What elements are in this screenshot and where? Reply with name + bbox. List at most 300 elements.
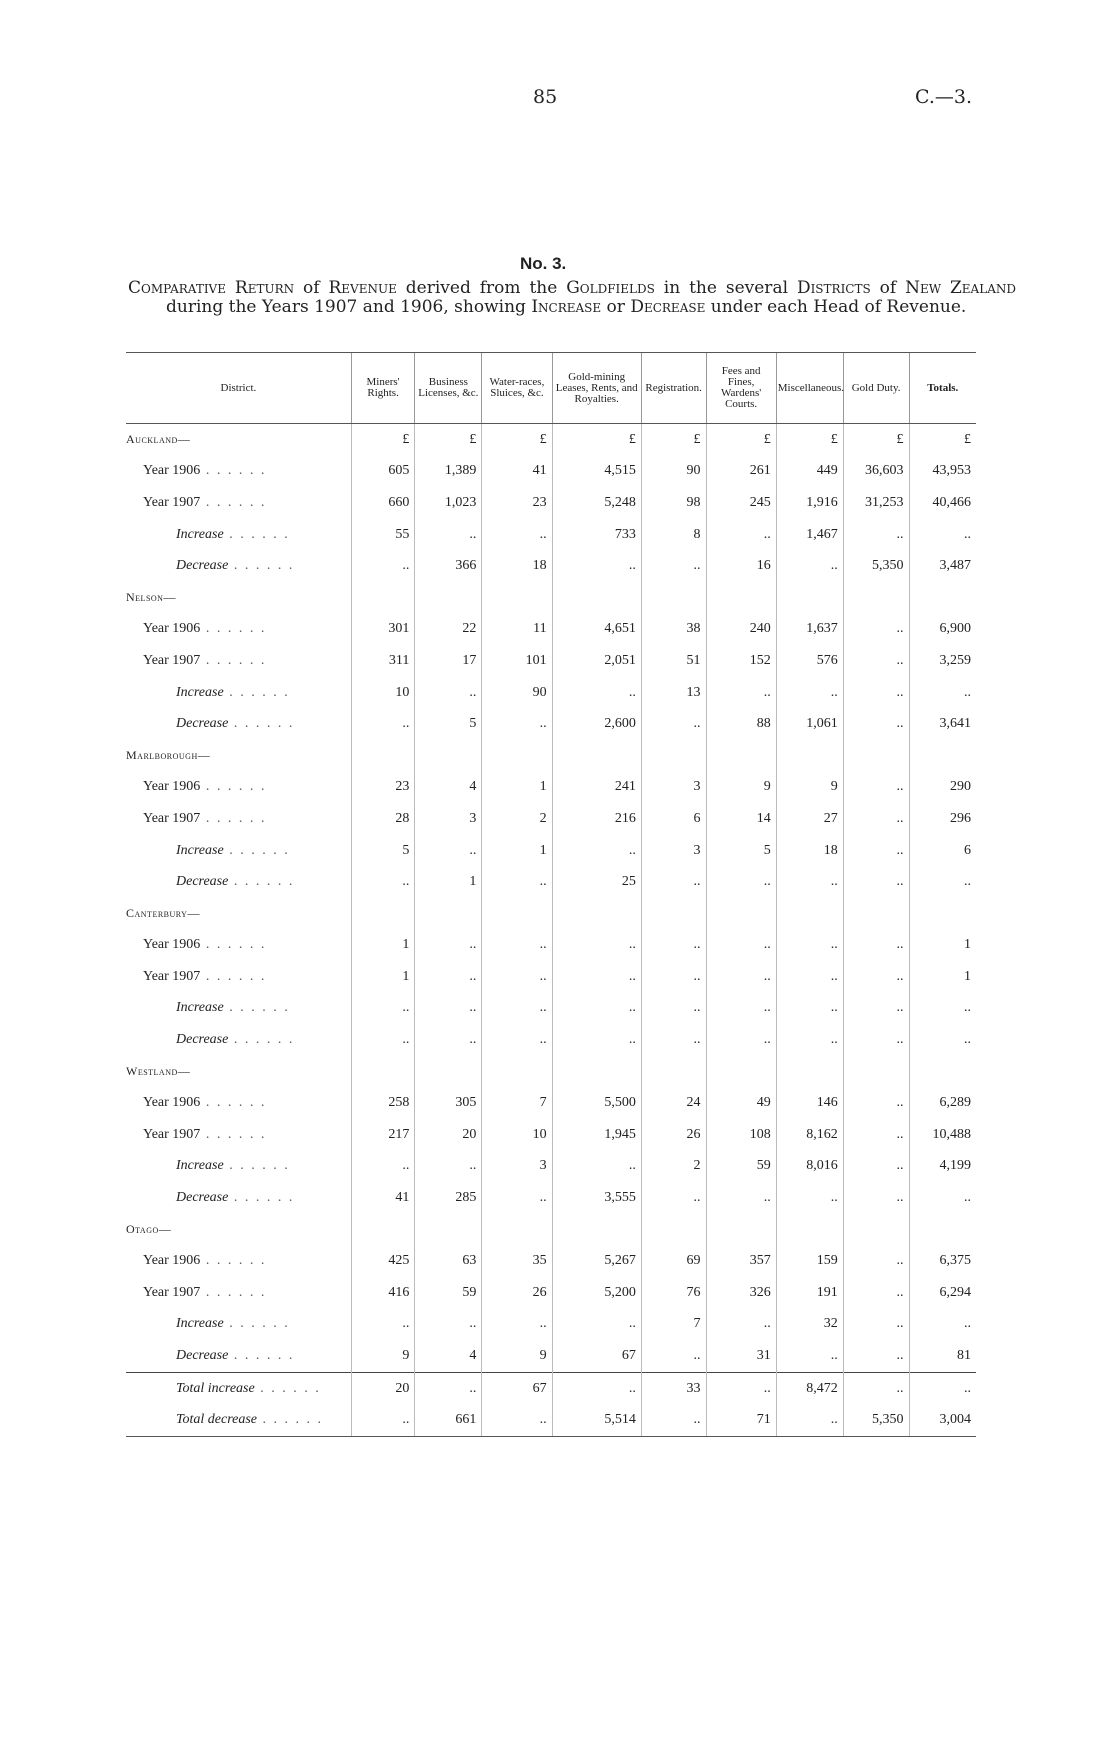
value-cell: .. [482, 866, 552, 898]
title-segment: of [870, 278, 906, 298]
value-cell: .. [776, 866, 843, 898]
value-cell: .. [641, 1340, 706, 1372]
value-cell: .. [843, 614, 909, 646]
value-cell: 90 [641, 456, 706, 488]
value-cell [351, 898, 415, 930]
value-cell [776, 1056, 843, 1088]
value-cell: .. [843, 1024, 909, 1056]
value-cell: 217 [351, 1119, 415, 1151]
value-cell: 1,945 [552, 1119, 641, 1151]
value-cell: 290 [909, 772, 976, 804]
value-cell [552, 582, 641, 614]
value-cell: .. [843, 1245, 909, 1277]
value-cell: .. [843, 519, 909, 551]
value-cell [776, 898, 843, 930]
leader-dots: . . . . . . [200, 1253, 267, 1269]
table-row [126, 550, 976, 582]
value-cell: .. [706, 519, 776, 551]
table-row [126, 1340, 976, 1372]
value-cell: £ [415, 424, 482, 456]
table-row [126, 1245, 976, 1277]
value-cell: .. [641, 866, 706, 898]
row-label-cell [126, 803, 351, 835]
value-cell [909, 582, 976, 614]
row-label: Year 1906 [143, 463, 201, 479]
column-header-totals: Totals. [909, 353, 976, 424]
value-cell [706, 1214, 776, 1246]
value-cell: .. [351, 993, 415, 1025]
value-cell [641, 582, 706, 614]
value-cell: 49 [706, 1087, 776, 1119]
value-cell: .. [706, 993, 776, 1025]
value-cell: 10 [482, 1119, 552, 1151]
leader-dots: . . . . . . [228, 1190, 295, 1206]
value-cell: 59 [706, 1151, 776, 1183]
row-label: Total increase [176, 1380, 255, 1396]
value-cell: .. [415, 677, 482, 709]
value-cell: 5,350 [843, 550, 909, 582]
value-cell: .. [843, 993, 909, 1025]
value-cell: 1,389 [415, 456, 482, 488]
value-cell: .. [843, 803, 909, 835]
value-cell: 5,248 [552, 487, 641, 519]
value-cell: 5,514 [552, 1404, 641, 1436]
value-cell [843, 740, 909, 772]
value-cell: 90 [482, 677, 552, 709]
value-cell: 8,016 [776, 1151, 843, 1183]
value-cell: .. [552, 993, 641, 1025]
value-cell: .. [351, 866, 415, 898]
row-label: Increase [176, 842, 224, 858]
value-cell: .. [909, 1024, 976, 1056]
value-cell: .. [552, 835, 641, 867]
leader-dots: . . . . . . [200, 621, 267, 637]
value-cell [843, 1214, 909, 1246]
table-row [126, 772, 976, 804]
row-label: Increase [176, 684, 224, 700]
table-row [126, 993, 976, 1025]
value-cell [706, 1056, 776, 1088]
value-cell: 425 [351, 1245, 415, 1277]
value-cell: 261 [706, 456, 776, 488]
value-cell: 51 [641, 645, 706, 677]
value-cell: £ [482, 424, 552, 456]
value-cell: .. [552, 961, 641, 993]
value-cell: 5 [706, 835, 776, 867]
row-label: Year 1907 [143, 1284, 201, 1300]
value-cell: 9 [351, 1340, 415, 1372]
value-cell: .. [843, 1087, 909, 1119]
column-header-district: District. [126, 353, 351, 424]
title-segment: in the several [654, 278, 797, 298]
row-label: Decrease [176, 716, 229, 732]
leader-dots: . . . . . . [228, 1032, 295, 1048]
table-row [126, 1214, 976, 1246]
row-label-cell [126, 898, 351, 930]
table-row [126, 677, 976, 709]
row-label-cell [126, 1340, 351, 1372]
leader-dots: . . . . . . [200, 779, 267, 795]
table-row [126, 1309, 976, 1341]
leader-dots: . . . . . . [257, 1412, 324, 1428]
value-cell: .. [843, 1340, 909, 1372]
column-header-miners-rights: Miners' Rights. [351, 353, 415, 424]
value-cell [641, 1056, 706, 1088]
value-cell [482, 898, 552, 930]
value-cell: 76 [641, 1277, 706, 1309]
value-cell: 3,555 [552, 1182, 641, 1214]
table-row [126, 1056, 976, 1088]
value-cell: 8,472 [776, 1372, 843, 1404]
value-cell: .. [776, 1182, 843, 1214]
value-cell: 449 [776, 456, 843, 488]
row-label: Year 1906 [143, 1253, 201, 1269]
value-cell: .. [909, 866, 976, 898]
value-cell: .. [641, 1404, 706, 1436]
value-cell: .. [843, 866, 909, 898]
title-segment: or [601, 297, 631, 317]
row-label-cell [126, 1404, 351, 1436]
leader-dots: . . . . . . [254, 1380, 321, 1396]
title-segment: Decrease [630, 297, 706, 317]
page-number: 85 [533, 86, 558, 108]
value-cell [909, 898, 976, 930]
table-row [126, 898, 976, 930]
value-cell: £ [706, 424, 776, 456]
row-label-cell [126, 1024, 351, 1056]
revenue-table [126, 352, 976, 1437]
row-label-cell [126, 1245, 351, 1277]
value-cell [351, 740, 415, 772]
value-cell [351, 1214, 415, 1246]
value-cell: .. [415, 961, 482, 993]
value-cell: .. [776, 550, 843, 582]
table-header-row [126, 353, 976, 424]
value-cell: 41 [351, 1182, 415, 1214]
value-cell: 5,267 [552, 1245, 641, 1277]
value-cell: .. [843, 645, 909, 677]
document-number: No. 3. [520, 254, 567, 273]
value-cell [776, 1214, 843, 1246]
value-cell: 55 [351, 519, 415, 551]
value-cell: 36,603 [843, 456, 909, 488]
value-cell: .. [641, 930, 706, 962]
value-cell: 216 [552, 803, 641, 835]
value-cell: .. [415, 930, 482, 962]
column-header-gold-duty: Gold Duty. [843, 353, 909, 424]
value-cell [482, 1056, 552, 1088]
value-cell: 67 [482, 1372, 552, 1404]
value-cell: 1,467 [776, 519, 843, 551]
value-cell: 6,294 [909, 1277, 976, 1309]
value-cell [415, 898, 482, 930]
value-cell: .. [641, 961, 706, 993]
value-cell: .. [351, 550, 415, 582]
column-header-miscellaneous: Miscellaneous. [776, 353, 843, 424]
row-label: Decrease [176, 1348, 229, 1364]
title-segment: Comparative Return [128, 278, 295, 298]
table-row [126, 930, 976, 962]
row-label: Year 1906 [143, 621, 201, 637]
value-cell: 24 [641, 1087, 706, 1119]
table-row [126, 582, 976, 614]
value-cell: .. [776, 1340, 843, 1372]
title-segment: during the Years 1907 and 1906, showing [166, 297, 532, 317]
value-cell: 2 [641, 1151, 706, 1183]
row-label-cell [126, 772, 351, 804]
value-cell: 38 [641, 614, 706, 646]
value-cell: .. [351, 1151, 415, 1183]
value-cell: .. [482, 1024, 552, 1056]
value-cell [552, 1214, 641, 1246]
value-cell: 43,953 [909, 456, 976, 488]
value-cell: .. [843, 961, 909, 993]
row-label: Nelson— [126, 589, 176, 604]
value-cell [482, 582, 552, 614]
value-cell: 296 [909, 803, 976, 835]
row-label-cell [126, 835, 351, 867]
table-row [126, 487, 976, 519]
value-cell: 101 [482, 645, 552, 677]
value-cell: 301 [351, 614, 415, 646]
row-label: Increase [176, 1316, 224, 1332]
table-row [126, 424, 976, 456]
value-cell: 35 [482, 1245, 552, 1277]
value-cell: £ [641, 424, 706, 456]
row-label: Year 1907 [143, 968, 201, 984]
table-row [126, 961, 976, 993]
leader-dots: . . . . . . [223, 842, 290, 858]
value-cell: .. [843, 677, 909, 709]
column-header-business-licenses: Business Licenses, &c. [415, 353, 482, 424]
leader-dots: . . . . . . [200, 1095, 267, 1111]
row-label-cell [126, 993, 351, 1025]
value-cell [351, 582, 415, 614]
row-label: Year 1906 [143, 779, 201, 795]
value-cell: 71 [706, 1404, 776, 1436]
row-label-cell [126, 1087, 351, 1119]
table-row [126, 1277, 976, 1309]
value-cell: .. [706, 930, 776, 962]
value-cell: .. [482, 930, 552, 962]
row-label-cell [126, 961, 351, 993]
value-cell: 5,200 [552, 1277, 641, 1309]
value-cell: 258 [351, 1087, 415, 1119]
value-cell [909, 1056, 976, 1088]
value-cell: 3 [415, 803, 482, 835]
value-cell: 3 [641, 772, 706, 804]
value-cell: 88 [706, 708, 776, 740]
row-label: Westland— [126, 1063, 191, 1078]
value-cell: 146 [776, 1087, 843, 1119]
leader-dots: . . . . . . [228, 716, 295, 732]
row-label-cell [126, 1372, 351, 1404]
table-row [126, 835, 976, 867]
value-cell [415, 1214, 482, 1246]
row-label-cell [126, 866, 351, 898]
value-cell: .. [776, 930, 843, 962]
value-cell: 8 [641, 519, 706, 551]
row-label: Otago— [126, 1221, 172, 1236]
value-cell: 159 [776, 1245, 843, 1277]
table-row [126, 1182, 976, 1214]
value-cell: .. [415, 1151, 482, 1183]
value-cell: .. [351, 1309, 415, 1341]
value-cell: .. [482, 1182, 552, 1214]
row-label-cell [126, 1277, 351, 1309]
leader-dots: . . . . . . [200, 494, 267, 510]
value-cell: 69 [641, 1245, 706, 1277]
value-cell: 4,515 [552, 456, 641, 488]
value-cell: 40,466 [909, 487, 976, 519]
value-cell: .. [482, 993, 552, 1025]
value-cell: £ [776, 424, 843, 456]
value-cell: .. [909, 993, 976, 1025]
value-cell: 661 [415, 1404, 482, 1436]
row-label-cell [126, 1056, 351, 1088]
value-cell: .. [909, 677, 976, 709]
value-cell: .. [843, 1182, 909, 1214]
row-label: Year 1907 [143, 494, 201, 510]
value-cell: 1,023 [415, 487, 482, 519]
value-cell: .. [706, 961, 776, 993]
title-segment: New Zealand [905, 278, 1016, 298]
value-cell: .. [415, 835, 482, 867]
value-cell: .. [706, 1309, 776, 1341]
value-cell: 22 [415, 614, 482, 646]
row-label-cell [126, 1151, 351, 1183]
title-segment: Goldfields [566, 278, 655, 298]
value-cell: 2 [482, 803, 552, 835]
value-cell: .. [351, 1404, 415, 1436]
title-segment: Increase [531, 297, 602, 317]
value-cell: .. [843, 708, 909, 740]
value-cell: 1 [415, 866, 482, 898]
table-row [126, 1151, 976, 1183]
value-cell: 311 [351, 645, 415, 677]
value-cell: 3,487 [909, 550, 976, 582]
value-cell: 1 [482, 835, 552, 867]
value-cell: .. [552, 1372, 641, 1404]
value-cell: .. [552, 677, 641, 709]
value-cell: 13 [641, 677, 706, 709]
value-cell: 1 [351, 930, 415, 962]
row-label: Decrease [176, 1032, 229, 1048]
table-row [126, 1404, 976, 1436]
row-label-cell [126, 1309, 351, 1341]
row-label: Total decrease [176, 1412, 258, 1428]
value-cell: .. [843, 1372, 909, 1404]
row-label-cell [126, 550, 351, 582]
value-cell: .. [482, 1404, 552, 1436]
row-label: Year 1907 [143, 1126, 201, 1142]
title-segment: of [294, 278, 329, 298]
leader-dots: . . . . . . [228, 874, 295, 890]
value-cell: 67 [552, 1340, 641, 1372]
value-cell: 3 [641, 835, 706, 867]
value-cell: .. [843, 1277, 909, 1309]
value-cell: .. [482, 961, 552, 993]
value-cell [909, 740, 976, 772]
value-cell: 27 [776, 803, 843, 835]
value-cell: 18 [482, 550, 552, 582]
value-cell: 357 [706, 1245, 776, 1277]
value-cell: 26 [641, 1119, 706, 1151]
value-cell: 41 [482, 456, 552, 488]
value-cell: 7 [482, 1087, 552, 1119]
row-label: Decrease [176, 874, 229, 890]
value-cell: .. [909, 1309, 976, 1341]
value-cell [843, 582, 909, 614]
value-cell: 10 [351, 677, 415, 709]
value-cell: 3,004 [909, 1404, 976, 1436]
column-header-fees-and-fines: Fees and Fines, Wardens' Courts. [706, 353, 776, 424]
value-cell: .. [706, 1182, 776, 1214]
value-cell: .. [552, 1024, 641, 1056]
column-header-gold-mining-leases: Gold-mining Leases, Rents, and Royalties. [552, 353, 641, 424]
row-label-cell [126, 740, 351, 772]
table-row [126, 614, 976, 646]
title-segment: under each Head of Revenue. [705, 297, 967, 317]
value-cell: 25 [552, 866, 641, 898]
table-row [126, 456, 976, 488]
table-row [126, 708, 976, 740]
value-cell: .. [552, 550, 641, 582]
value-cell: 18 [776, 835, 843, 867]
value-cell [641, 1214, 706, 1246]
value-cell: .. [482, 708, 552, 740]
value-cell [641, 740, 706, 772]
value-cell: .. [415, 519, 482, 551]
value-cell: 108 [706, 1119, 776, 1151]
value-cell: 9 [482, 1340, 552, 1372]
row-label: Canterbury— [126, 905, 200, 920]
value-cell: 6 [909, 835, 976, 867]
value-cell: .. [776, 961, 843, 993]
value-cell: 16 [706, 550, 776, 582]
table-title [128, 279, 1016, 317]
value-cell [843, 1056, 909, 1088]
value-cell: 59 [415, 1277, 482, 1309]
row-label: Auckland— [126, 431, 191, 446]
value-cell: 4 [415, 772, 482, 804]
row-label-cell [126, 487, 351, 519]
value-cell [776, 740, 843, 772]
value-cell: .. [351, 708, 415, 740]
value-cell: .. [641, 708, 706, 740]
table-row [126, 1087, 976, 1119]
value-cell: £ [909, 424, 976, 456]
value-cell: .. [843, 1151, 909, 1183]
value-cell: .. [909, 519, 976, 551]
table-row [126, 1119, 976, 1151]
value-cell: £ [552, 424, 641, 456]
value-cell [415, 1056, 482, 1088]
leader-dots: . . . . . . [223, 1316, 290, 1332]
value-cell: 1,916 [776, 487, 843, 519]
value-cell: .. [482, 519, 552, 551]
leader-dots: . . . . . . [200, 1126, 267, 1142]
table-row [126, 1024, 976, 1056]
value-cell: 23 [482, 487, 552, 519]
value-cell: 240 [706, 614, 776, 646]
value-cell [641, 898, 706, 930]
value-cell: 152 [706, 645, 776, 677]
row-label: Increase [176, 1158, 224, 1174]
value-cell: 416 [351, 1277, 415, 1309]
leader-dots: . . . . . . [223, 684, 290, 700]
value-cell: 1 [909, 930, 976, 962]
